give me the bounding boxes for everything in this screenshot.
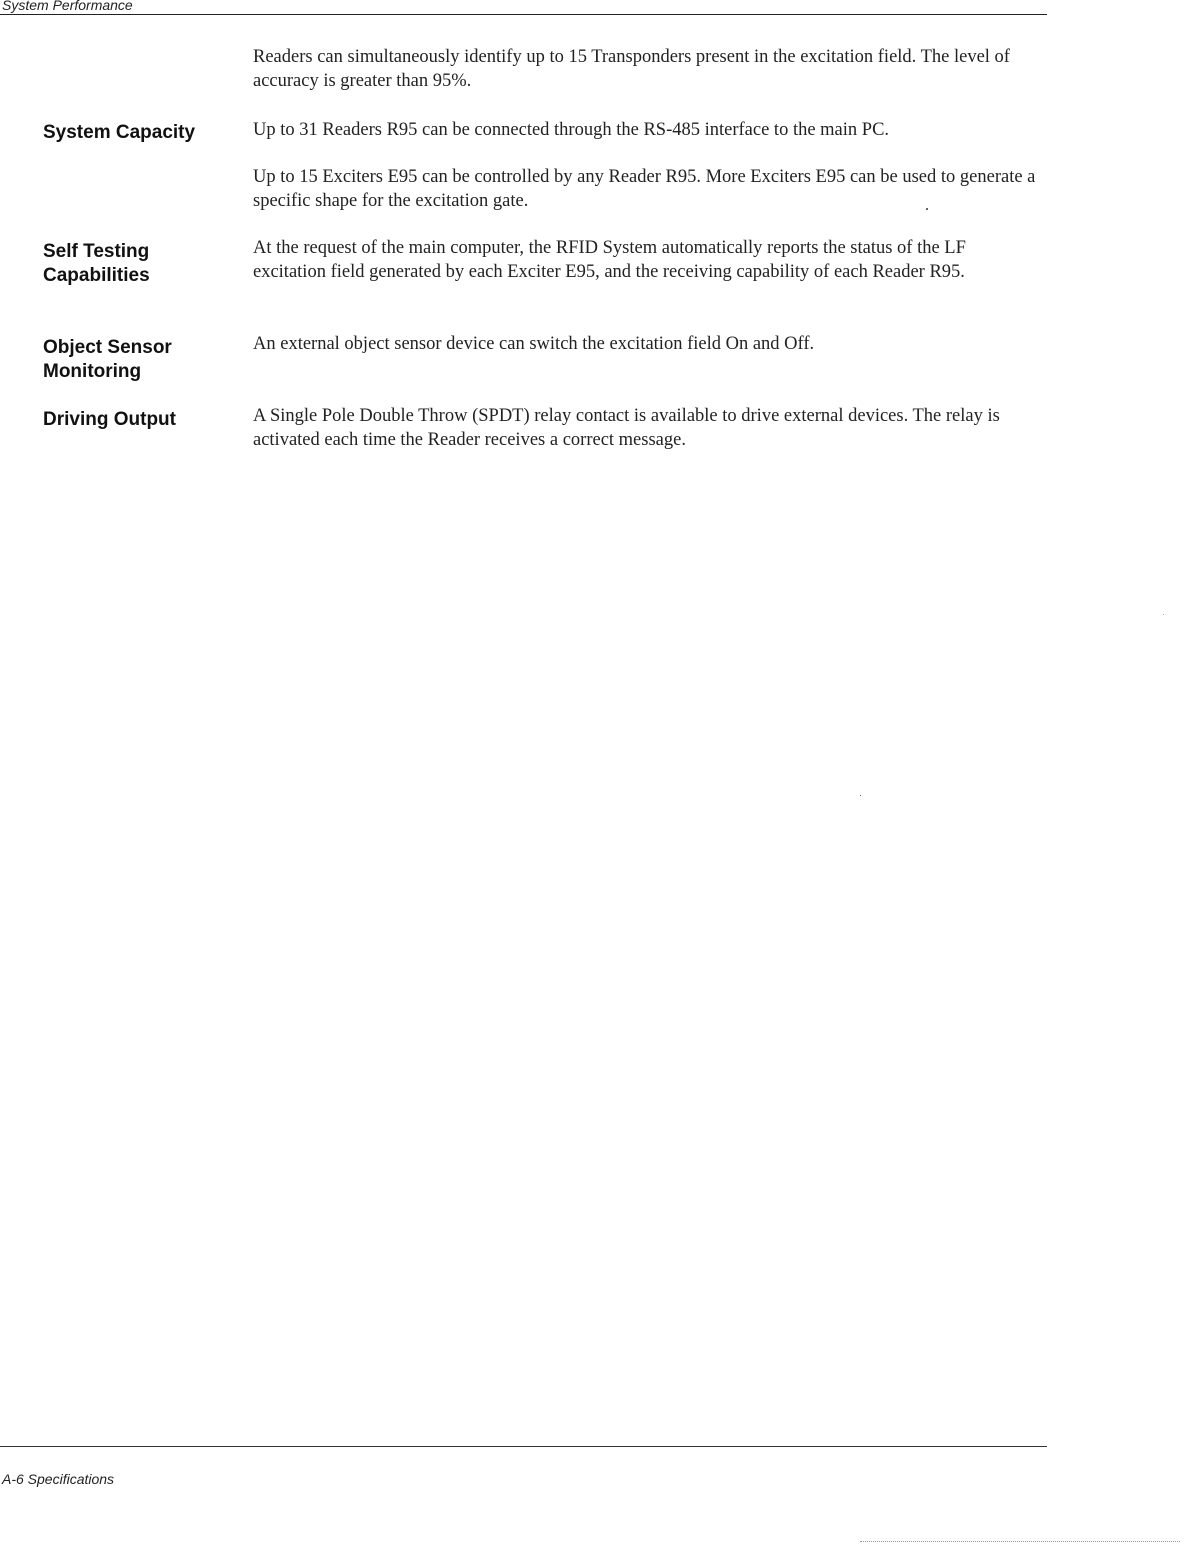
system-capacity-paragraph-1: Up to 31 Readers R95 can be connected through the RS-485 interface to the main PC. <box>253 120 890 140</box>
self-testing-text <box>253 236 1013 284</box>
driving-output-text <box>253 404 1003 452</box>
scan-edge-line <box>860 1541 1180 1542</box>
section-label-driving-output: Driving Output <box>43 409 176 430</box>
self-testing-paragraph: At the request of the main computer, the RFID System automatically reports the status of the LF excitation field generated by each Exciter E95, and the receiving capability of each Reader R95. <box>253 238 966 282</box>
scan-speck <box>1163 614 1164 615</box>
running-footer: A-6 Specifications <box>2 1471 115 1487</box>
driving-output-paragraph: A Single Pole Double Throw (SPDT) relay contact is available to drive external devices. The relay is activated each time the Reader receives a correct message. <box>253 406 1000 450</box>
running-header: System Performance <box>2 0 133 13</box>
footer-rule <box>0 1446 1047 1447</box>
section-label-self-testing: Self Testing Capabilities <box>43 241 150 286</box>
scan-speck <box>860 795 861 796</box>
intro-text <box>253 45 1043 93</box>
system-capacity-paragraph-2: Up to 15 Exciters E95 can be controlled by any Reader R95. More Exciters E95 can be used to generate a specific shape for the excitation gate. <box>253 167 1036 211</box>
scan-speck <box>926 208 928 210</box>
system-capacity-text-2 <box>253 165 1048 213</box>
intro-paragraph: Readers can simultaneously identify up to 15 Transponders present in the excitation field. The level of accuracy is greater than 95%. <box>253 47 1010 91</box>
header-rule <box>0 14 1047 15</box>
object-sensor-text <box>253 332 1043 356</box>
object-sensor-paragraph: An external object sensor device can switch the excitation field On and Off. <box>253 334 815 354</box>
section-label-object-sensor: Object Sensor Monitoring <box>43 337 172 382</box>
system-capacity-text <box>253 118 1053 142</box>
section-label-system-capacity: System Capacity <box>43 122 196 143</box>
